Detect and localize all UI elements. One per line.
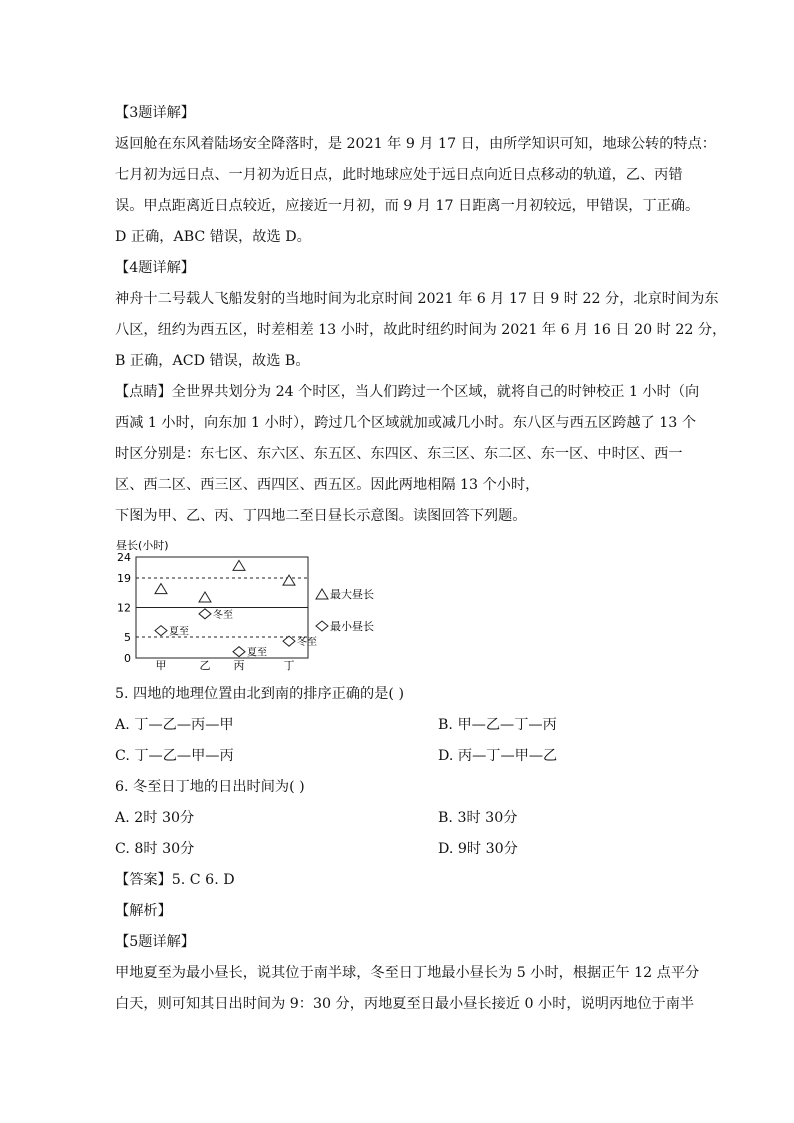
min-daylength-diamond <box>199 609 211 619</box>
legend-diamond-icon <box>316 621 328 631</box>
q6-option-c: C. 8时 30分 <box>115 841 195 857</box>
q5-explain-heading: 【5题详解】 <box>115 934 195 950</box>
min-daylength-diamond <box>233 647 245 657</box>
figure-intro: 下图为甲、乙、丙、丁四地二至日昼长示意图。读图回答下列题。 <box>115 508 527 524</box>
q5-option-b: B. 甲—乙—丁—丙 <box>438 717 557 733</box>
solstice-annotation: 冬至 <box>297 637 317 649</box>
chart-legend <box>316 587 374 633</box>
q3-text-line: 返回舱在东风着陆场安全降落时，是 2021 年 9 月 17 日，由所学知识可知，地球公转的特点： <box>115 136 716 152</box>
q3-heading: 【3题详解】 <box>115 105 195 121</box>
y-tick-label: 24 <box>117 551 131 564</box>
q6-option-a: A. 2时 30分 <box>115 810 195 826</box>
y-axis-label: 昼长(小时) <box>116 539 169 552</box>
q6-stem: 6. 冬至日丁地的日出时间为( ) <box>115 779 305 795</box>
min-daylength-diamond <box>155 626 167 636</box>
max-daylength-triangle <box>233 560 245 570</box>
q5-stem: 5. 四地的地理位置由北到南的排序正确的是( ) <box>115 686 405 702</box>
data-marks <box>155 560 317 658</box>
q5-option-d: D. 丙—丁—甲—乙 <box>438 748 558 764</box>
tip-text-line: 西减 1 小时，向东加 1 小时），跨过几个区域就加或减几小时。东八区与西五区跨越了 13 个 <box>115 415 697 431</box>
y-tick-label: 5 <box>124 630 131 644</box>
solstice-annotation: 冬至 <box>213 609 233 621</box>
tip-text-line: 【点睛】全世界共划分为 24 个时区，当人们跨过一个区域，就将自己的时钟校正 1 小时（向 <box>115 384 700 400</box>
q5-explain-line: 白天，则可知其日出时间为 9：30 分，丙地夏至日最小昼长接近 0 小时，说明丙地位于南半 <box>115 996 695 1012</box>
y-tick-labels <box>117 551 131 665</box>
q4-text-line: 神舟十二号载人飞船发射的当地时间为北京时间 2021 年 6 月 17 日 9 时 22 分，北京时间为东 <box>115 291 719 307</box>
day-length-chart <box>108 536 408 674</box>
q3-text-line: 误。甲点距离近日点较近，应接近一月初，而 9 月 17 日距离一月初较远，甲错误，丁正确。 <box>115 198 700 214</box>
q5-explain-line: 甲地夏至为最小昼长，说其位于南半球，冬至日丁地最小昼长为 5 小时，根据正午 12 点平分 <box>115 965 700 981</box>
x-category-labels <box>156 659 295 672</box>
x-category-label: 丙 <box>233 659 245 672</box>
solstice-annotation: 夏至 <box>169 626 189 638</box>
y-tick-label: 19 <box>117 572 131 586</box>
q5-option-a: A. 丁—乙—丙—甲 <box>115 717 234 733</box>
x-category-label: 甲 <box>155 659 167 672</box>
legend-label: 最大昼长 <box>330 588 374 601</box>
x-category-label: 丁 <box>283 659 295 672</box>
tip-text-line: 时区分别是：东七区、东六区、东五区、东四区、东三区、东二区、东一区、中时区、西一 <box>115 446 683 462</box>
min-daylength-diamond <box>283 636 295 646</box>
answer-line: 【答案】5. C 6. D <box>115 872 235 888</box>
y-tick-label: 12 <box>117 601 131 615</box>
q4-heading: 【4题详解】 <box>115 260 195 276</box>
legend-triangle-icon <box>316 589 328 599</box>
legend-label: 最小昼长 <box>330 620 374 633</box>
max-daylength-triangle <box>155 584 167 594</box>
max-daylength-triangle <box>199 592 211 602</box>
q6-option-d: D. 9时 30分 <box>438 841 518 857</box>
q3-text-line: 七月初为远日点、一月初为近日点，此时地球应处于远日点向近日点移动的轨道，乙、丙错 <box>115 167 683 183</box>
max-daylength-triangle <box>283 575 295 585</box>
analysis-heading: 【解析】 <box>115 903 172 919</box>
tip-text-line: 区、西二区、西三区、西四区、西五区。因此两地相隔 13 个小时， <box>115 477 540 493</box>
q5-option-c: C. 丁—乙—甲—丙 <box>115 748 234 764</box>
y-tick-label: 0 <box>124 652 131 665</box>
q6-option-b: B. 3时 30分 <box>438 810 518 826</box>
q4-text-line: 八区，纽约为西五区，时差相差 13 小时，故此时纽约时间为 2021 年 6 月 16 日 20 时 22 分， <box>115 322 727 338</box>
q4-text-line: B 正确，ACD 错误，故选 B。 <box>115 353 310 369</box>
solstice-annotation: 夏至 <box>247 647 267 659</box>
q3-text-line: D 正确，ABC 错误，故选 D。 <box>115 229 311 245</box>
x-category-label: 乙 <box>199 659 211 672</box>
